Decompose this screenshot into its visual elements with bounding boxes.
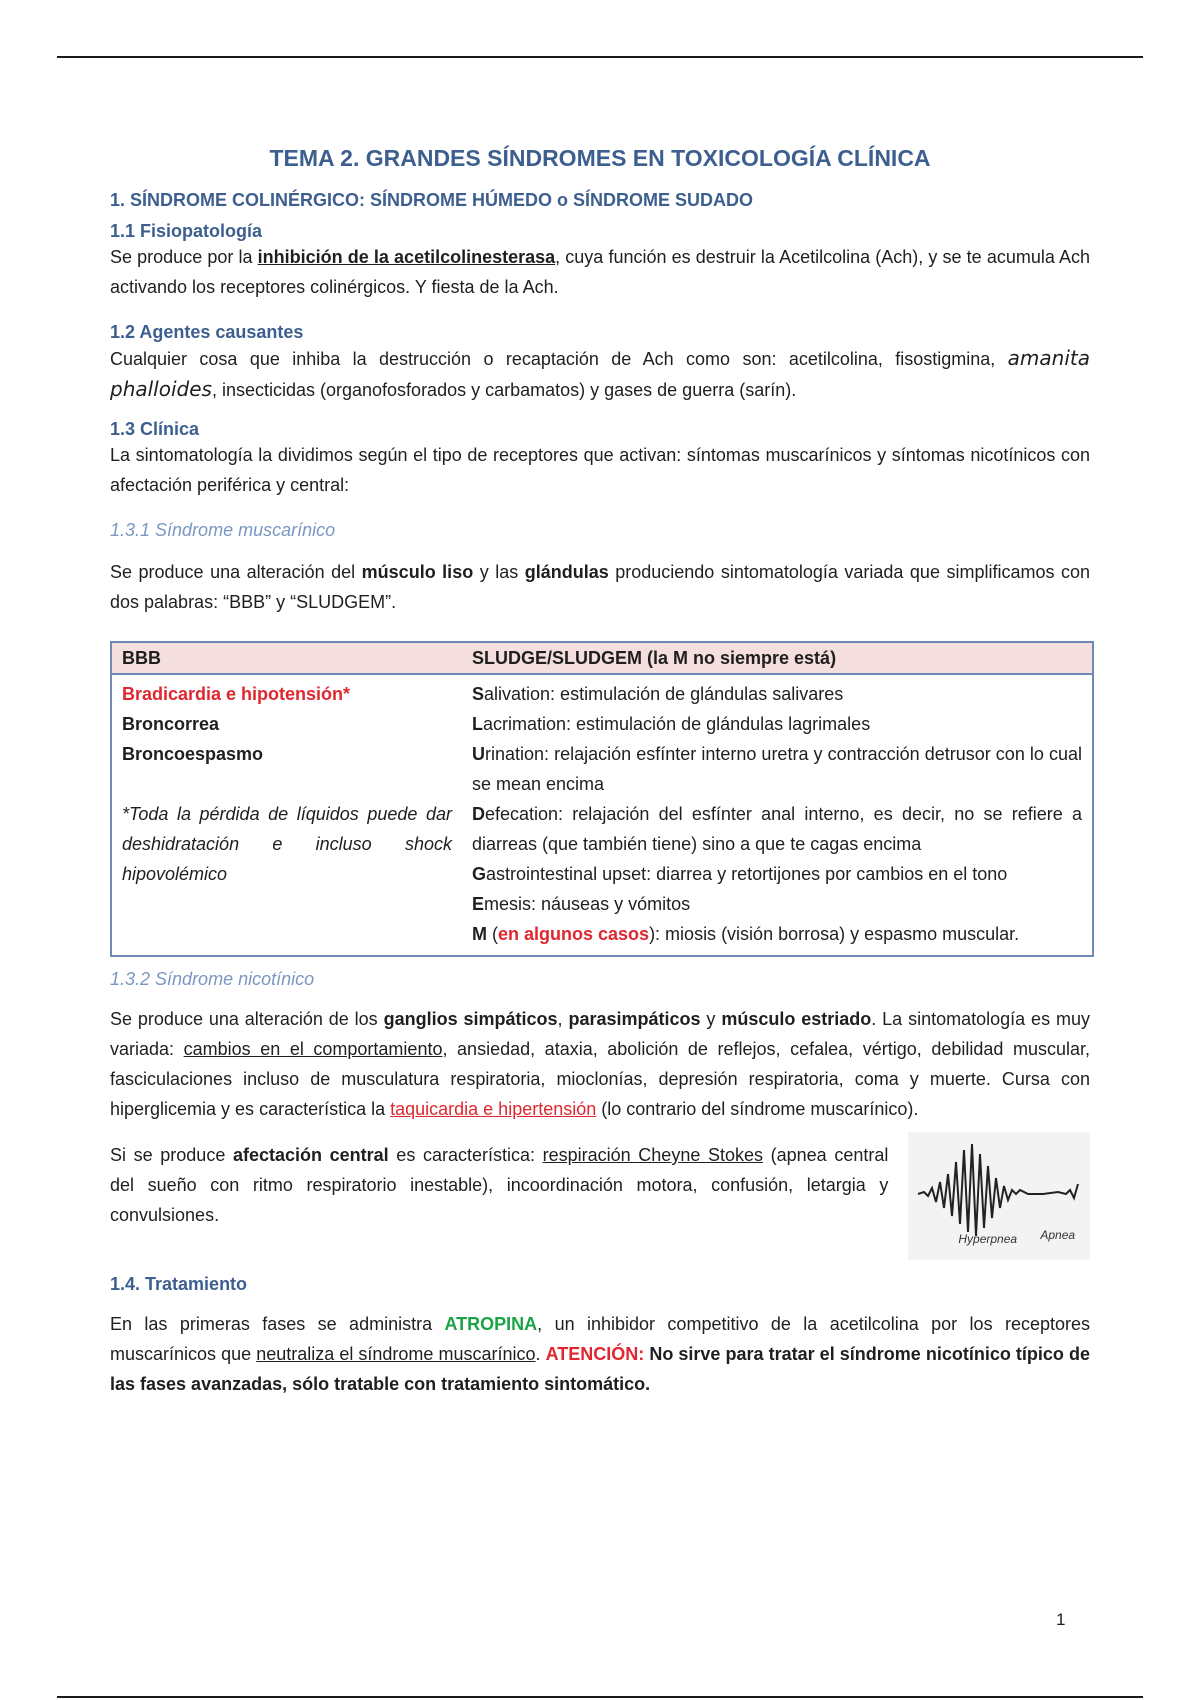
acetilcolinesterasa-emphasis: inhibición de la acetilcolinesterasa bbox=[257, 247, 556, 267]
sludgem-item: Defecation: relajación del esfínter anal interno, es decir, no se refiere a diarreas (que también tiene) sino a que te cagas encima bbox=[472, 804, 1082, 854]
section-1-3-1-heading: 1.3.1 Síndrome muscarínico bbox=[110, 520, 336, 540]
sludgem-item: Lacrimation: estimulación de glándulas lagrimales bbox=[472, 714, 871, 734]
bottom-rule bbox=[57, 1696, 1143, 1698]
section-1-4-heading: 1.4. Tratamiento bbox=[110, 1274, 248, 1294]
section-1-3-paragraph: La sintomatología la dividimos según el tipo de receptores que activan: síntomas muscarínicos y síntomas nicotínicos con afectación periférica y central: bbox=[110, 445, 1090, 495]
sludgem-item: Gastrointestinal upset: diarrea y retortijones por cambios en el tono bbox=[472, 864, 1008, 884]
sludgem-item-m: M (en algunos casos): miosis (visión borrosa) y espasmo muscular. bbox=[472, 924, 1020, 944]
muscarinic-table bbox=[110, 641, 1094, 957]
bbb-item: Broncorrea bbox=[122, 714, 220, 734]
sludgem-item: Salivation: estimulación de glándulas salivares bbox=[472, 684, 844, 704]
atencion-label: ATENCIÓN: bbox=[545, 1344, 645, 1364]
bbb-cell bbox=[111, 674, 462, 956]
page-number: 1 bbox=[1056, 1610, 1066, 1629]
cheyne-stokes-row bbox=[110, 1140, 1090, 1260]
table-header-bbb: BBB bbox=[111, 642, 462, 674]
atropina-emphasis: ATROPINA bbox=[444, 1314, 538, 1334]
section-1-1-heading: 1.1 Fisiopatología bbox=[110, 221, 263, 241]
section-1-3-heading: 1.3 Clínica bbox=[110, 419, 200, 439]
section-1-2-heading: 1.2 Agentes causantes bbox=[110, 322, 304, 342]
bbb-item: Bradicardia e hipotensión* bbox=[122, 684, 351, 704]
table-header-sludgem: SLUDGE/SLUDGEM (la M no siempre está) bbox=[462, 642, 1093, 674]
species-name: amanita phalloides bbox=[110, 346, 1090, 401]
sludgem-item: Emesis: náuseas y vómitos bbox=[472, 894, 691, 914]
central-effects-paragraph: Si se produce afectación central es característica: respiración Cheyne Stokes (apnea central del sueño con ritmo respiratorio inestable), incoordinación motora, confusión, letargia y convulsiones. bbox=[110, 1145, 889, 1225]
section-1-2-paragraph: Cualquier cosa que inhiba la destrucción o recaptación de Ach como son: acetilcolina, fisostigmina, amanita phalloides, insecticidas (organofosforados y carbamatos) y gases de guerra (sarín). bbox=[110, 346, 1090, 401]
section-1-1-paragraph: Se produce por la inhibición de la acetilcolinesterasa, cuya función es destruir la Acetilcolina (Ach), y se te acumula Ach activando los receptores colinérgicos. Y fiesta de la Ach. bbox=[110, 247, 1091, 297]
sludgem-cell bbox=[462, 674, 1093, 956]
cheyne-stokes-figure bbox=[908, 1132, 1090, 1260]
section-1-3-1-paragraph: Se produce una alteración del músculo liso y las glándulas produciendo sintomatología variada que simplificamos con dos palabras: “BBB” y “SLUDGEM”. bbox=[110, 562, 1090, 612]
bbb-item: Broncoespasmo bbox=[122, 744, 264, 764]
apnea-label: Apnea bbox=[1040, 1228, 1076, 1242]
section-1-3-2-paragraph: Se produce una alteración de los ganglios simpáticos, parasimpáticos y músculo estriado. La sintomatología es muy variada: cambios en el comportamiento, ansiedad, ataxia, abolición de reflejos, cefalea, vértigo, debilidad muscular, fasciculaciones incluso de musculatura respiratoria, mioclonías, depresión respiratoria, coma y muerte. Cursa con hiperglicemia y es característica la taquicardia e hipertensión (lo contrario del síndrome muscarínico). bbox=[110, 1009, 1090, 1119]
taquicardia-emphasis: taquicardia e hipertensión bbox=[390, 1099, 597, 1119]
hyperpnea-label: Hyperpnea bbox=[958, 1232, 1018, 1246]
sludgem-item: Urination: relajación esfínter interno uretra y contracción detrusor con lo cual se mean encima bbox=[472, 744, 1082, 794]
section-1-heading: 1. SÍNDROME COLINÉRGICO: SÍNDROME HÚMEDO o SÍNDROME SUDADO bbox=[110, 190, 754, 210]
page-title: TEMA 2. GRANDES SÍNDROMES EN TOXICOLOGÍA CLÍNICA bbox=[269, 145, 931, 171]
document-page bbox=[110, 145, 1090, 1399]
bbb-note: *Toda la pérdida de líquidos puede dar deshidratación e incluso shock hipovolémico bbox=[122, 804, 452, 884]
section-1-3-2-heading: 1.3.2 Síndrome nicotínico bbox=[110, 969, 315, 989]
section-1-4-paragraph: En las primeras fases se administra ATROPINA, un inhibidor competitivo de la acetilcolina por los receptores muscarínicos que neutraliza el síndrome muscarínico. ATENCIÓN: No sirve para tratar el síndrome nicotínico típico de las fases avanzadas, sólo tratable con tratamiento sintomático. bbox=[110, 1314, 1091, 1394]
top-rule bbox=[57, 56, 1143, 58]
